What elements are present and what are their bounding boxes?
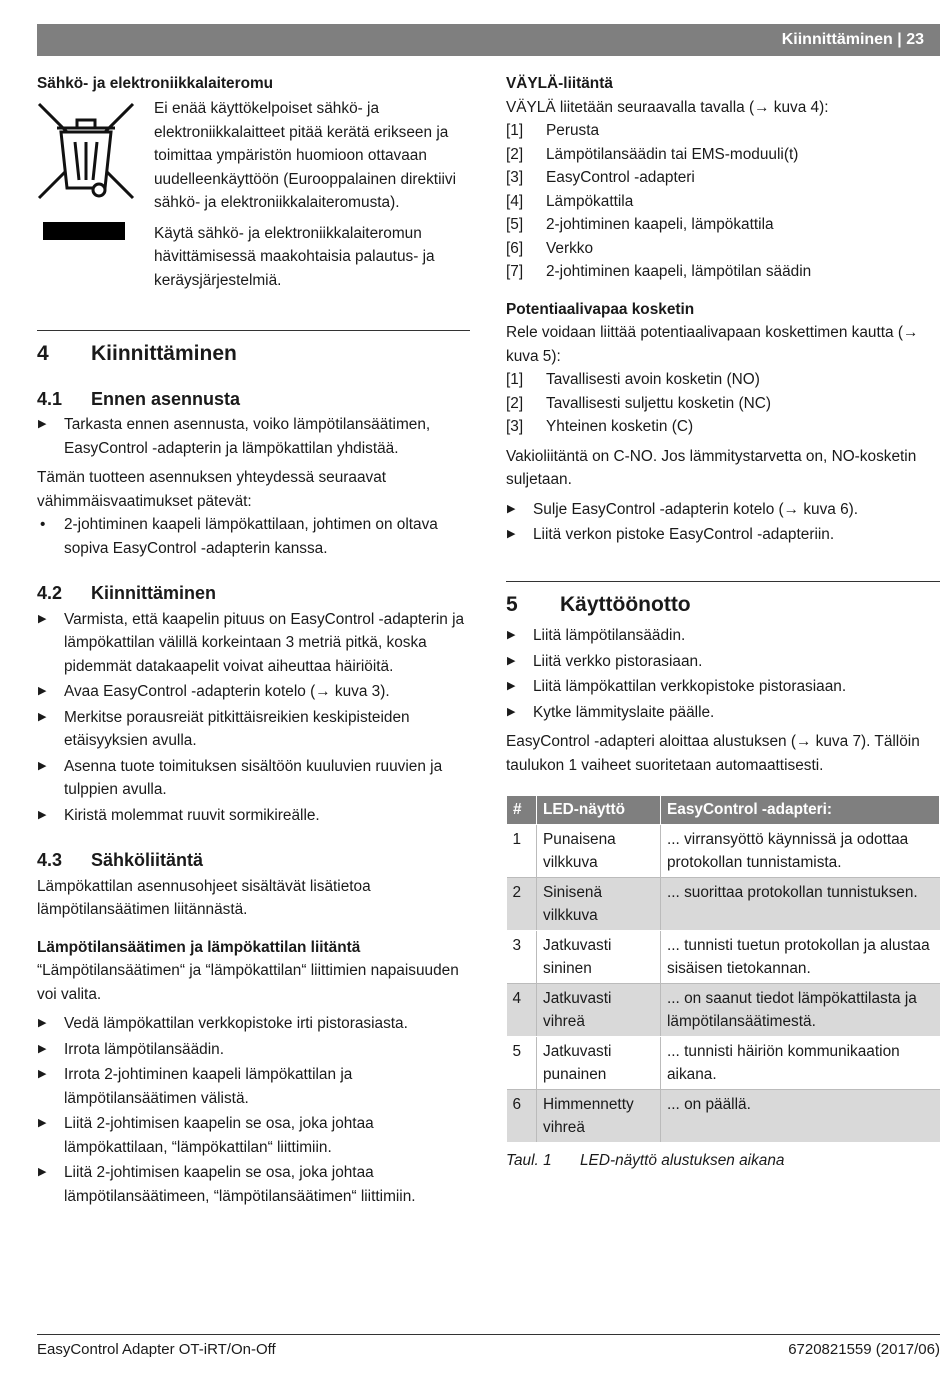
list-item: • 2-johtiminen kaapeli lämpökattilaan, johtimen on oltava sopiva EasyControl -adapterin kanssa. xyxy=(37,513,470,560)
table-cell: 3 xyxy=(507,930,537,983)
section-title: Kiinnittäminen xyxy=(91,583,216,603)
item-text: 2-johtiminen kaapeli, lämpökattila xyxy=(546,216,774,233)
weee-paragraph-2: Käytä sähkö- ja elektroniikkalaiteromun hävittämisessä maakohtaisia palautus- ja keräysjärjestelmiä. xyxy=(154,224,435,289)
list-item xyxy=(506,190,940,214)
left-column xyxy=(37,72,470,1210)
dot-list xyxy=(37,513,470,560)
item-number: [3] xyxy=(506,418,524,435)
item-number: [5] xyxy=(506,216,524,233)
item-number: [6] xyxy=(506,239,524,257)
section-4-2-heading xyxy=(37,582,470,606)
item-text: Yhteinen kosketin (C) xyxy=(546,418,694,435)
section-number: 4.1 xyxy=(37,388,63,409)
list-item xyxy=(506,143,940,167)
table-row xyxy=(507,824,940,877)
list-item: ▶ Liitä 2-johtimisen kaapelin se osa, joka johtaa lämpökattilaan, “lämpökattilan“ liittimiin. xyxy=(37,1112,470,1159)
table-cell: ... on saanut tiedot lämpökattilasta ja lämpötilansäätimestä. xyxy=(661,983,940,1036)
list-item: ▶ Kytke lämmityslaite päälle. xyxy=(506,701,940,725)
table-cell: 2 xyxy=(507,877,537,930)
list-item: ▶ Liitä verkko pistorasiaan. xyxy=(506,650,940,674)
crossed-bin-icon xyxy=(37,102,135,244)
table-header-row xyxy=(507,796,940,825)
list-item xyxy=(506,260,940,284)
item-text: Tavallisesti avoin kosketin (NO) xyxy=(546,371,760,388)
bullet-list xyxy=(37,608,470,828)
numbered-list xyxy=(506,119,940,284)
chapter-5-heading xyxy=(506,593,940,617)
paragraph: VÄYLÄ liitetään seuraavalla tavalla (→ kuva 4): xyxy=(506,98,829,116)
list-item: ▶ Irrota lämpötilansäädin. xyxy=(37,1038,470,1062)
table-cell: Sinisenä vilkkuva xyxy=(537,877,661,930)
caption-label: Taul. 1 xyxy=(506,1151,552,1169)
footer-product: EasyControl Adapter OT-iRT/On-Off xyxy=(37,1341,276,1358)
item-number: [4] xyxy=(506,192,524,210)
weee-text xyxy=(154,97,470,299)
table-cell: Jatkuvasti sininen xyxy=(537,930,661,983)
list-item: ▶ Varmista, että kaapelin pituus on EasyControl -adapterin ja lämpökattilan välillä korkeintaan 3 metriä pitkä, koska pidemmät datakaapelit voivat aiheuttaa häiriöitä. xyxy=(37,608,470,679)
table-cell: Jatkuvasti vihreä xyxy=(537,983,661,1036)
table-cell: Jatkuvasti punainen xyxy=(537,1036,661,1089)
item-text: Lämpökattila xyxy=(546,192,634,210)
chapter-title: Käyttöönotto xyxy=(560,592,691,616)
table-row xyxy=(507,1036,940,1089)
table-cell: Himmennetty vihreä xyxy=(537,1089,661,1142)
item-number: [7] xyxy=(506,263,524,280)
section-number: 4.3 xyxy=(37,850,63,870)
weee-paragraph-1: Ei enää käyttökelpoiset sähkö- ja elektroniikkalaitteet pitää kerätä erikseen ja toimittaa ympäristön huomioon ottavaan uudelleenkäyttöön (Eurooppalainen direktiivi sähkö- ja elektroniikkalaiteromusta). xyxy=(154,100,457,211)
table-cell: ... tunnisti tuetun protokollan ja alustaa sisäisen tietokannan. xyxy=(661,930,940,983)
table-cell: 4 xyxy=(507,983,537,1036)
page-header xyxy=(37,24,940,56)
list-item xyxy=(506,119,940,143)
chapter-4-heading xyxy=(37,342,470,366)
weee-section xyxy=(37,72,470,297)
header-text: Kiinnittäminen | 23 xyxy=(781,31,924,48)
table-cell: 6 xyxy=(507,1089,537,1142)
item-text: Tavallisesti suljettu kosketin (NC) xyxy=(546,394,771,412)
subheading: Lämpötilansäätimen ja lämpökattilan liitäntä xyxy=(37,938,361,956)
table-caption xyxy=(506,1149,940,1173)
list-item: ▶ Liitä verkon pistoke EasyControl -adapteriin. xyxy=(506,523,940,547)
numbered-list xyxy=(506,368,940,439)
table-header: LED-näyttö xyxy=(537,796,661,825)
footer-divider xyxy=(37,1334,940,1335)
table-row xyxy=(507,983,940,1036)
list-item: ▶ Irrota 2-johtiminen kaapeli lämpökattilan ja lämpötilansäätimen välistä. xyxy=(37,1063,470,1110)
paragraph: Tämän tuotteen asennuksen yhteydessä seuraavat vähimmäisvaatimukset pätevät: xyxy=(37,469,387,510)
bullet-list xyxy=(37,413,470,460)
table-row xyxy=(507,877,940,930)
chapter-title: Kiinnittäminen xyxy=(91,342,237,365)
paragraph: Rele voidaan liittää potentiaalivapaan koskettimen kautta (→ kuva 5): xyxy=(506,324,919,365)
table-cell: Punaisena vilkkuva xyxy=(537,824,661,877)
item-text: Verkko xyxy=(546,239,594,257)
section-4-3-heading xyxy=(37,849,470,873)
section-title: Ennen asennusta xyxy=(91,388,241,409)
bullet-list xyxy=(506,624,940,724)
item-text: Perusta xyxy=(546,122,600,139)
list-item xyxy=(506,237,940,261)
weee-heading: Sähkö- ja elektroniikkalaiteromu xyxy=(37,75,274,92)
list-item xyxy=(506,213,940,237)
section-number: 4.2 xyxy=(37,583,63,603)
list-item: ▶ Liitä lämpötilansäädin. xyxy=(506,624,940,648)
chapter-number: 4 xyxy=(37,342,49,365)
item-number: [2] xyxy=(506,145,524,163)
list-item xyxy=(506,166,940,190)
item-text: 2-johtiminen kaapeli, lämpötilan säädin xyxy=(546,263,812,280)
paragraph: Lämpökattilan asennusohjeet sisältävät lisätietoa lämpötilansäätimen liitännästä. xyxy=(37,877,371,918)
section-divider xyxy=(506,581,940,582)
item-number: [2] xyxy=(506,394,524,412)
table-cell: 5 xyxy=(507,1036,537,1089)
vayla-heading: VÄYLÄ-liitäntä xyxy=(506,75,613,92)
caption-text: LED-näyttö alustuksen aikana xyxy=(580,1151,785,1169)
item-text: EasyControl -adapteri xyxy=(546,169,695,186)
footer-doc-number: 6720821559 (2017/06) xyxy=(788,1341,940,1358)
list-item xyxy=(506,415,940,439)
list-item xyxy=(506,392,940,416)
bullet-list xyxy=(506,498,940,547)
table-header: EasyControl -adapteri: xyxy=(661,796,940,825)
led-table xyxy=(506,795,940,1143)
table-row xyxy=(507,1089,940,1142)
list-item: ▶ Vedä lämpökattilan verkkopistoke irti pistorasiasta. xyxy=(37,1012,470,1036)
table-header: # xyxy=(507,796,537,825)
right-column xyxy=(506,72,940,1172)
table-cell: 1 xyxy=(507,824,537,877)
table-row xyxy=(507,930,940,983)
item-number: [3] xyxy=(506,169,524,186)
section-4-1-heading xyxy=(37,388,470,412)
table-cell: ... virransyöttö käynnissä ja odottaa protokollan tunnistamista. xyxy=(661,824,940,877)
potential-free-heading: Potentiaalivapaa kosketin xyxy=(506,300,695,318)
section-title: Sähköliitäntä xyxy=(91,850,204,870)
bullet-list xyxy=(37,1012,470,1208)
item-text: Lämpötilansäädin tai EMS-moduuli(t) xyxy=(546,145,799,163)
item-number: [1] xyxy=(506,122,524,139)
list-item: ▶ Kiristä molemmat ruuvit sormikireälle. xyxy=(37,804,470,828)
list-item: ▶ Sulje EasyControl -adapterin kotelo (→ kuva 6). xyxy=(506,498,940,522)
table-cell: ... on päällä. xyxy=(661,1089,940,1142)
list-item: ▶ Tarkasta ennen asennusta, voiko lämpötilansäätimen, EasyControl -adapterin ja lämpökattilan yhdistää. xyxy=(37,413,470,460)
paragraph: Vakioliitäntä on C-NO. Jos lämmitystarvetta on, NO-kosketin suljetaan. xyxy=(506,447,917,488)
chapter-number: 5 xyxy=(506,592,518,616)
item-number: [1] xyxy=(506,371,524,388)
list-item: ▶ Asenna tuote toimituksen sisältöön kuuluvien ruuvien ja tulppien avulla. xyxy=(37,755,470,802)
paragraph: “Lämpötilansäätimen“ ja “lämpökattilan“ liittimien napaisuuden voi valita. xyxy=(37,962,459,1003)
list-item: ▶ Merkitse porausreiät pitkittäisreikien keskipisteiden etäisyyksien avulla. xyxy=(37,706,470,753)
table-cell: ... suorittaa protokollan tunnistuksen. xyxy=(661,877,940,930)
section-divider xyxy=(37,330,470,331)
list-item: ▶ Liitä 2-johtimisen kaapelin se osa, joka johtaa lämpötilansäätimeen, “lämpötilansäätimen“ liittimiin. xyxy=(37,1161,470,1208)
paragraph: EasyControl -adapteri aloittaa alustuksen (→ kuva 7). Tällöin taulukon 1 vaiheet suoritetaan automaattisesti. xyxy=(506,733,920,774)
list-item: ▶ Avaa EasyControl -adapterin kotelo (→ kuva 3). xyxy=(37,680,470,704)
table-cell: ... tunnisti häiriön kommunikaation aikana. xyxy=(661,1036,940,1089)
list-item xyxy=(506,368,940,392)
list-item: ▶ Liitä lämpökattilan verkkopistoke pistorasiaan. xyxy=(506,675,940,699)
